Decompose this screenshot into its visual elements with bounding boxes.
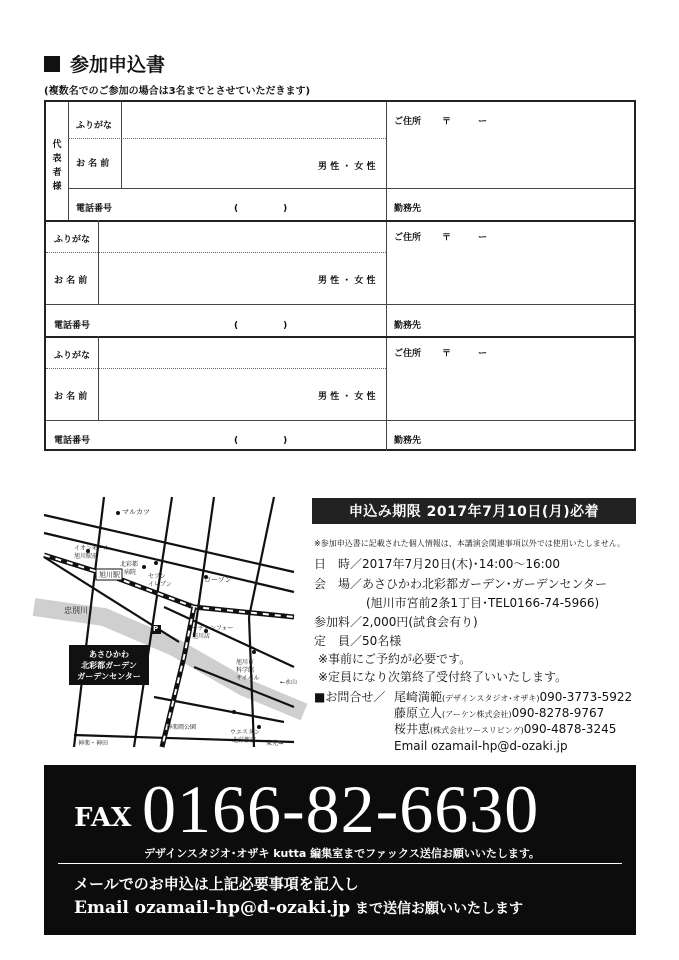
phone-field-3[interactable]: ( ) (234, 436, 288, 446)
page-title (44, 50, 165, 77)
fax-number[interactable]: 0166-82-6630 (142, 771, 540, 847)
mail-tail: まで送信お願いいたします (350, 901, 524, 917)
postal-field-1[interactable]: 〒 ー (442, 117, 488, 127)
map-label: 旭川駅 (99, 571, 120, 579)
address-label: ご住所 (394, 117, 422, 127)
address-label: ご住所 (394, 349, 422, 359)
map-label: 神楽岡公園 (166, 724, 197, 731)
map-label: 科学館 (236, 667, 255, 674)
map-label: サイパル (236, 675, 260, 682)
venue-label: あさひかわ 北彩都ガーデン ガーデンセンター (77, 650, 141, 681)
gender-option[interactable]: 男 性 ・ 女 性 (318, 392, 376, 402)
furigana-label: ふりがな (76, 121, 113, 131)
map-label: 忠別川 (64, 606, 88, 615)
venue-map (44, 497, 298, 747)
representative-label: 代 表 者 様 (52, 140, 62, 192)
map-label: ウエスタン (230, 729, 261, 736)
map-label: コーチャンフォー (186, 625, 234, 632)
gender-option[interactable]: 男 性 ・ 女 性 (318, 276, 376, 286)
venue-address: (旭川市宮前2条1丁目･TEL0166-74-5966) (366, 596, 600, 610)
event-capacity: 定 員／50名様 (314, 634, 402, 648)
mail-address[interactable]: Email ozamail-hp@d-ozaki.jp (74, 898, 351, 918)
map-label: 北彩都 (120, 561, 139, 568)
mail-address-line (74, 898, 523, 918)
map-label: 旭川駅前 (74, 553, 99, 560)
privacy-note: ※参加申込書に記載された個人情報は、本講演会関連事項以外では使用いたしません。 (314, 539, 626, 548)
participant-note: (複数名でのご参加の場合は3名までとさせていただきます) (44, 86, 311, 97)
postal-field-3[interactable]: 〒 ー (442, 349, 488, 359)
map-label: 東光→ (266, 740, 284, 747)
map-label: 旭川店 (192, 633, 211, 640)
name-label: お 名 前 (54, 392, 88, 402)
name-label: お 名 前 (54, 276, 88, 286)
contact-label: ■お問合せ／ (314, 690, 386, 704)
gender-option[interactable]: 男 性 ・ 女 性 (318, 162, 376, 172)
map-label: セブン (148, 573, 166, 580)
furigana-label: ふりがな (54, 351, 91, 361)
parking-icon: P (153, 625, 159, 633)
map-label: 北彩都店 (232, 737, 257, 744)
furigana-label: ふりがな (54, 235, 91, 245)
map-label: マルカツ (122, 508, 150, 516)
map-label: 病院 (124, 569, 137, 576)
mail-instruction: メールでのお申込は上記必要事項を記入し (74, 875, 359, 893)
divider (58, 863, 622, 864)
event-venue: 会 場／あさひかわ北彩都ガーデン･ガーデンセンター (314, 577, 608, 591)
map-label: 神楽・神田 (78, 740, 109, 747)
contact-row: 藤原立人(アーケン株式会社)090-8278-9767 (394, 706, 605, 720)
contact-row: 尾崎満範(デザインスタジオ･オザキ)090-3773-5922 (394, 690, 633, 704)
page-title-text: 参加申込書 (70, 54, 166, 76)
event-fee: 参加料／2,000円(試食会有り) (314, 615, 478, 629)
map-label: ローソン (204, 576, 232, 584)
furigana-field-2[interactable] (99, 222, 385, 251)
postal-field-2[interactable]: 〒 ー (442, 233, 488, 243)
furigana-field-3[interactable] (99, 338, 385, 367)
workplace-label: 勤務先 (394, 321, 422, 331)
map-label: イレブン (148, 581, 172, 588)
square-icon (44, 56, 60, 72)
deadline-banner: 申込み期限 2017年7月10日(月)必着 (312, 498, 636, 524)
name-label: お 名 前 (76, 159, 110, 169)
contact-row: 桜井恵(株式会社ワースリビング)090-4878-3245 (394, 722, 617, 736)
furigana-field-1[interactable] (122, 103, 385, 137)
map-drawing (44, 497, 294, 747)
capacity-note: ※定員になり次第終了受付終了いいたします。 (318, 670, 568, 684)
fax-label: FAX (74, 803, 132, 833)
phone-label: 電話番号 (76, 204, 113, 214)
phone-field-1[interactable]: ( ) (234, 204, 288, 214)
application-form (44, 100, 636, 451)
map-label: 旭川市 (236, 659, 255, 666)
reservation-note: ※事前にご予約が必要です。 (318, 652, 472, 666)
map-label: ←永山 (280, 679, 298, 686)
workplace-label: 勤務先 (394, 436, 422, 446)
name-field-3[interactable] (99, 370, 312, 418)
name-field-2[interactable] (99, 254, 312, 302)
address-label: ご住所 (394, 233, 422, 243)
fax-banner (44, 765, 636, 935)
contact-email[interactable]: Email ozamail-hp@d-ozaki.jp (394, 739, 568, 753)
phone-label: 電話番号 (54, 436, 91, 446)
name-field-1[interactable] (122, 140, 312, 186)
phone-label: 電話番号 (54, 321, 91, 331)
event-date: 日 時／2017年7月20日(木)･14:00〜16:00 (314, 557, 560, 571)
map-label: イオンモール (74, 545, 110, 552)
phone-field-2[interactable]: ( ) (234, 321, 288, 331)
fax-instruction: デザインスタジオ･オザキ kutta 編集室までファックス送信お願いいたします。 (144, 847, 540, 860)
workplace-label: 勤務先 (394, 204, 422, 214)
